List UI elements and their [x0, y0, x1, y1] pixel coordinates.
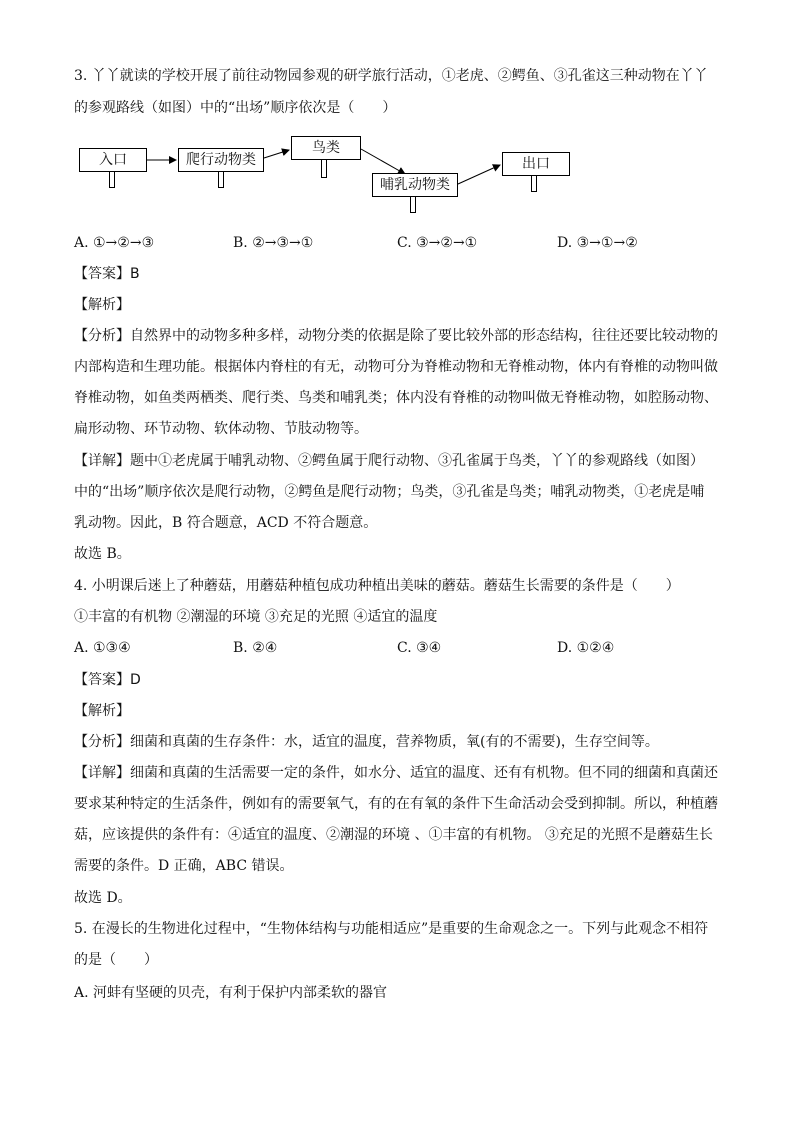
q3-fenxi-line4: 扁形动物、环节动物、软体动物、节肢动物等。: [74, 421, 368, 437]
q4-analysis-title: 【解析】: [74, 703, 130, 719]
q3-option-b: B. ②→③→①: [233, 235, 314, 251]
q4-xiangjie-line3: 菇，应该提供的条件有：④适宜的温度、②潮湿的环境 、①丰富的有机物。 ③充足的光照不是蘑菇生长: [74, 827, 713, 843]
q3-fenxi-line2: 内部构造和生理功能。根据体内脊柱的有无，动物可分为脊椎动物和无脊椎动物，体内有脊椎的动物叫做: [74, 359, 718, 375]
q5-stem-line1: 5. 在漫长的生物进化过程中，“生物体结构与功能相适应”是重要的生命观念之一。下列与此观念不相符: [74, 921, 709, 937]
q4-stem-line2: ①丰富的有机物 ②潮湿的环境 ③充足的光照 ④适宜的温度: [74, 609, 438, 625]
q3-option-d: D. ③→①→②: [557, 235, 638, 251]
q3-answer: 【答案】B: [74, 266, 140, 282]
q4-xiangjie-line2: 要求某种特定的生活条件，例如有的需要氧气，有的在有氧的条件下生命活动会受到抑制。所以，种植蘑: [74, 796, 718, 812]
q3-analysis-title: 【解析】: [74, 297, 130, 313]
birds-post: [321, 160, 327, 178]
q3-fenxi-line1: 【分析】自然界中的动物多种多样，动物分类的依据是除了要比较外部的形态结构，往往还要比较动物的: [74, 328, 718, 344]
reptiles-post: [218, 172, 224, 188]
q3-choose: 故选 B。: [74, 546, 131, 562]
q4-option-a: A. ①③④: [74, 640, 131, 656]
q4-option-d: D. ①②④: [557, 640, 615, 656]
q4-stem-line1: 4. 小明课后迷上了种蘑菇，用蘑菇种植包成功种植出美味的蘑菇。蘑菇生长需要的条件是（ ）: [74, 578, 680, 594]
q3-stem-line1: 3. 丫丫就读的学校开展了前往动物园参观的研学旅行活动，①老虎、②鳄鱼、③孔雀这三种动物在丫丫: [74, 68, 708, 84]
q4-xiangjie-line4: 需要的条件。D 正确，ABC 错误。: [74, 858, 294, 874]
mammals-box: 哺乳动物类: [372, 173, 458, 197]
q3-xiangjie-line3: 乳动物。因此，B 符合题意，ACD 不符合题意。: [74, 515, 378, 531]
q5-option-a: A. 河蚌有坚硬的贝壳，有利于保护内部柔软的器官: [74, 985, 388, 1001]
birds-box: 鸟类: [291, 136, 361, 160]
q4-answer: 【答案】D: [74, 672, 141, 688]
q3-xiangjie-line1: 【详解】题中①老虎属于哺乳动物、②鳄鱼属于爬行动物、③孔雀属于鸟类，丫丫的参观路线（如图）: [74, 453, 704, 469]
reptiles-box: 爬行动物类: [178, 148, 264, 172]
entrance-box: 入口: [79, 148, 147, 172]
q3-option-a: A. ①→②→③: [74, 235, 155, 251]
q3-stem-line2: 的参观路线（如图）中的“出场”顺序依次是（ ）: [74, 100, 397, 116]
exit-post: [531, 176, 537, 192]
q4-fenxi-line1: 【分析】细菌和真菌的生存条件：水，适宜的温度，营养物质，氧(有的不需要)，生存空间等。: [74, 734, 659, 750]
q3-fenxi-line3: 脊椎动物，如鱼类两栖类、爬行类、鸟类和哺乳类；体内没有脊椎的动物叫做无脊椎动物，如腔肠动物、: [74, 390, 718, 406]
q4-option-b: B. ②④: [233, 640, 278, 656]
q3-xiangjie-line2: 中的“出场”顺序依次是爬行动物，②鳄鱼是爬行动物；鸟类，③孔雀是鸟类；哺乳动物类，①老虎是哺: [74, 484, 705, 500]
mammals-post: [410, 197, 416, 213]
entrance-post: [109, 172, 115, 188]
exit-box: 出口: [502, 152, 570, 176]
q5-stem-line2: 的是（ ）: [74, 952, 158, 968]
q4-option-c: C. ③④: [397, 640, 442, 656]
q3-option-c: C. ③→②→①: [397, 235, 478, 251]
q4-choose: 故选 D。: [74, 890, 132, 906]
q4-xiangjie-line1: 【详解】细菌和真菌的生活需要一定的条件，如水分、适宜的温度、还有有机物。但不同的细菌和真菌还: [74, 765, 718, 781]
